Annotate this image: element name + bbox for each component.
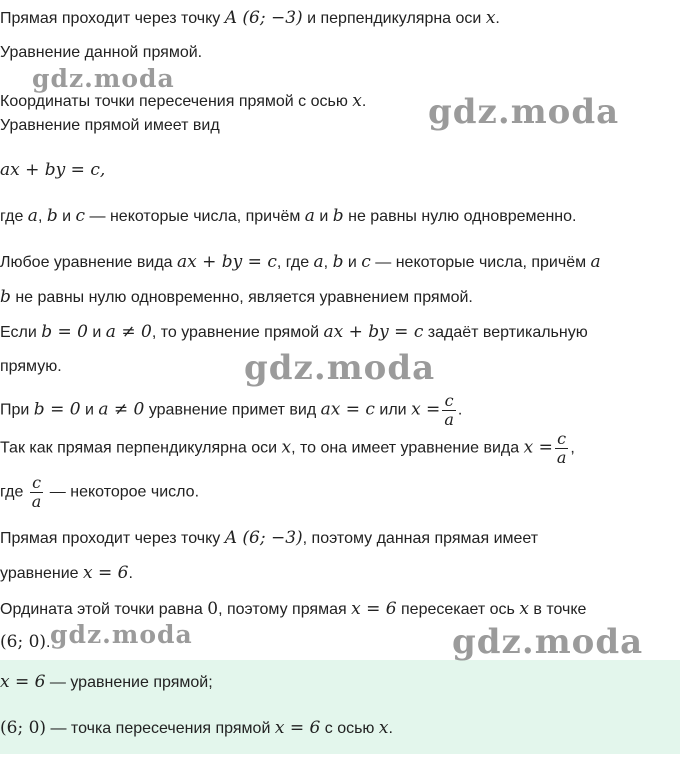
paragraph-line: b не равны нулю одновременно, является уравнением прямой. [0, 287, 473, 307]
paragraph-line: прямую. [0, 358, 62, 375]
fraction: $\frac{c}{a}$ [444, 391, 454, 429]
paragraph-line: Ордината этой точки равна 0, поэтому прямая x = 6 пересекает ось x в точке [0, 599, 587, 619]
watermark: gdz.moda [50, 620, 193, 649]
answer-line-1: x = 6 — уравнение прямой; [0, 672, 213, 692]
paragraph-line: При b = 0 и a ≠ 0 уравнение примет вид ax = c или x = $\frac{c}{a}$ . [0, 391, 463, 429]
paragraph-line: Уравнение прямой имеет вид [0, 117, 220, 134]
answer-line-2: (6; 0) — точка пересечения прямой x = 6 с осью x. [0, 718, 393, 738]
answer-block [0, 660, 680, 754]
paragraph-line: Если b = 0 и a ≠ 0, то уравнение прямой ax + by = c задаёт вертикальную [0, 322, 588, 342]
watermark: gdz.moda [428, 92, 620, 132]
fraction: $\frac{c}{a}$ [556, 429, 567, 467]
formula-general: ax + by = c, [0, 160, 106, 180]
fraction: $\frac{c}{a}$ [31, 473, 42, 511]
watermark: gdz.moda [452, 622, 644, 662]
paragraph-line: где a, b и c — некоторые числа, причём a и b не равны нулю одновременно. [0, 206, 577, 226]
paragraph-line: где $\frac{c}{a}$ — некоторое число. [0, 473, 200, 511]
paragraph-line: уравнение x = 6. [0, 563, 133, 583]
paragraph-line: Так как прямая перпендикулярна оси x, то она имеет уравнение вида x = $\frac{c}{a}$ , [0, 429, 575, 467]
problem-statement: Прямая проходит через точку A (6; −3) и перпендикулярна оси x. [0, 8, 500, 28]
watermark: gdz.moda [244, 348, 436, 388]
task-line-2: Координаты точки пересечения прямой с осью x. [0, 91, 367, 111]
paragraph-line: Прямая проходит через точку A (6; −3), поэтому данная прямая имеет [0, 528, 539, 548]
watermark: gdz.moda [32, 64, 175, 93]
paragraph-line: (6; 0). [0, 632, 51, 652]
task-line-1: Уравнение данной прямой. [0, 44, 203, 61]
paragraph-line: Любое уравнение вида ax + by = c, где a, b и c — некоторые числа, причём a [0, 252, 601, 272]
